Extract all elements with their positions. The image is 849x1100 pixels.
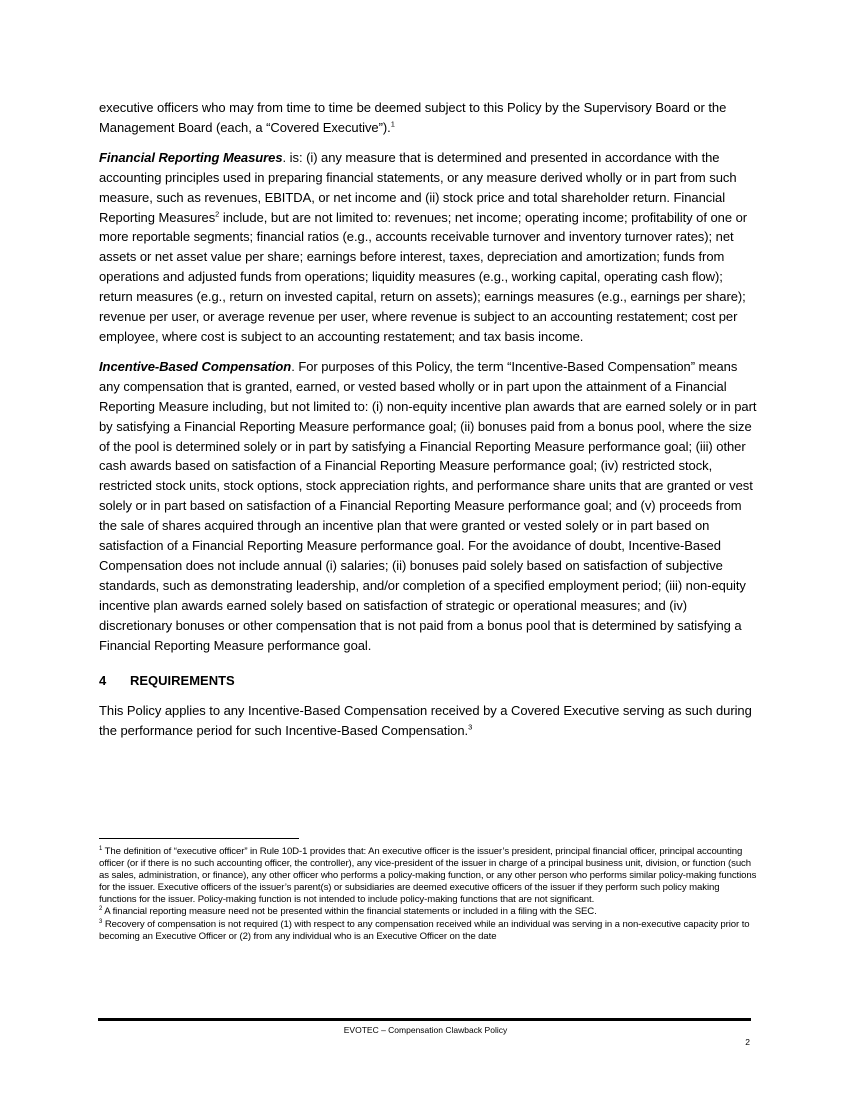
footnote-ref-2[interactable]: 2 [215,209,220,219]
section-number: 4 [99,673,107,689]
footnote-3 [99,919,759,943]
footnote-text-2: A financial reporting measure need not be presented within the financial statements or included in a filing with the SEC. [102,906,597,918]
footnote-separator [99,838,299,839]
defined-term-incentive-based-compensation: Incentive-Based Compensation [99,358,292,374]
page-number: 2 [745,1037,750,1047]
ibc-text: . For purposes of this Policy, the term “Incentive-Based Compensation” means any compensation that is granted, earned, or vested based wholly or in part upon the attainment of a Financial Reporting Measure including, but not limited to: (i) non-equity incentive plan awards that are earned solely or in part by satisfying a Financial Reporting Measure performance goal; (ii) bonuses paid from a bonus pool, where the size of the pool is determined solely or in part by satisfying a Financial Reporting Measure performance goal; (iii) other cash awards based on satisfaction of a Financial Reporting Measure performance goal; (iv) restricted stock, restricted stock units, stock options, stock appreciation rights, and performance share units that are granted or vest solely or in part based on satisfaction of a Financial Reporting Measure performance goal; and (v) proceeds from the sale of shares acquired through an incentive plan that were granted or vested solely or in part based on satisfaction of a Financial Reporting Measure performance goal. For the avoidance of doubt, Incentive-Based Compensation does not include annual (i) salaries; (ii) bonuses paid solely based on satisfaction of subjective standards, such as demonstrating leadership, and/or completion of a specified employment period; (iii) non-equity incentive plan awards earned solely based on satisfaction of strategic or operational measures; and (iv) discretionary bonuses or other compensation that is not paid from a bonus pool that is determined by satisfying a Financial Reporting Measure performance goal. [99,358,757,653]
footnote-ref-1[interactable]: 1 [390,119,395,129]
intro-text: executive officers who may from time to time be deemed subject to this Policy by the Supervisory Board or the Management Board (each, a “Covered Executive”). [99,100,727,135]
footnote-marker-3: 3 [99,918,103,925]
frm-text-a: . is: (i) any measure that is determined and presented in accordance with the accounting principles used in preparing financial statements, or any measure derived wholly or in part from such measure, such as revenues, EBITDA, or net income and (ii) stock price and total shareholder return. Financial Reporting Measures [99,149,737,225]
section-heading [99,671,759,691]
requirements-paragraph [99,701,759,741]
financial-reporting-measures-paragraph [99,148,759,347]
footnote-marker-2: 2 [99,906,103,913]
defined-term-financial-reporting-measures: Financial Reporting Measures [99,149,283,165]
footnote-marker-1: 1 [99,845,103,852]
footnote-2 [99,906,759,918]
footnote-ref-3[interactable]: 3 [468,723,473,733]
document-body [99,98,759,751]
footnotes [99,846,759,943]
footnote-text-1: The definition of “executive officer” in Rule 10D-1 provides that: An executive officer is the issuer’s president, principal financial officer, principal accounting officer (or if there is no such accounting officer, the controller), any vice-president of the issuer in charge of a principal business unit, division, or function (such as sales, administration, or finance), any other officer who performs a policy-making function, or any other person who performs similar policy-making functions for the issuer. Executive officers of the issuer’s parent(s) or subsidiaries are deemed executive officers of the issuer if they perform such policy making functions for the issuer. Policy-making function is not intended to include policy-making functions that are not significant. [99,846,757,906]
footer-rule [98,1018,751,1021]
footer-title: EVOTEC – Compensation Clawback Policy [343,1025,508,1035]
section-title: REQUIREMENTS [130,673,235,689]
frm-text-b: include, but are not limited to: revenues; net income; operating income; profitability of one or more reportable segments; financial ratios (e.g., accounts receivable turnover and inventory turnover rates); net assets or net asset value per share; earnings before interest, taxes, depreciation and amortization; funds from operations and adjusted funds from operations; liquidity measures (e.g., working capital, operating cash flow); return measures (e.g., return on invested capital, return on assets); earnings measures (e.g., earnings per share); revenue per user, or average revenue per user, where revenue is subject to an accounting restatement; cost per employee, where cost is subject to an accounting restatement; and tax basis income. [99,209,748,344]
intro-paragraph [99,98,759,138]
footnote-1 [99,846,759,906]
footnote-text-3: Recovery of compensation is not required (1) with respect to any compensation received while an individual was serving in a non-executive capacity prior to becoming an Executive Officer or (2) from any individual who is an Executive Officer on the date [99,918,750,942]
incentive-based-compensation-paragraph [99,357,759,656]
requirements-text: This Policy applies to any Incentive-Based Compensation received by a Covered Executive serving as such during the performance period for such Incentive-Based Compensation. [99,703,752,739]
